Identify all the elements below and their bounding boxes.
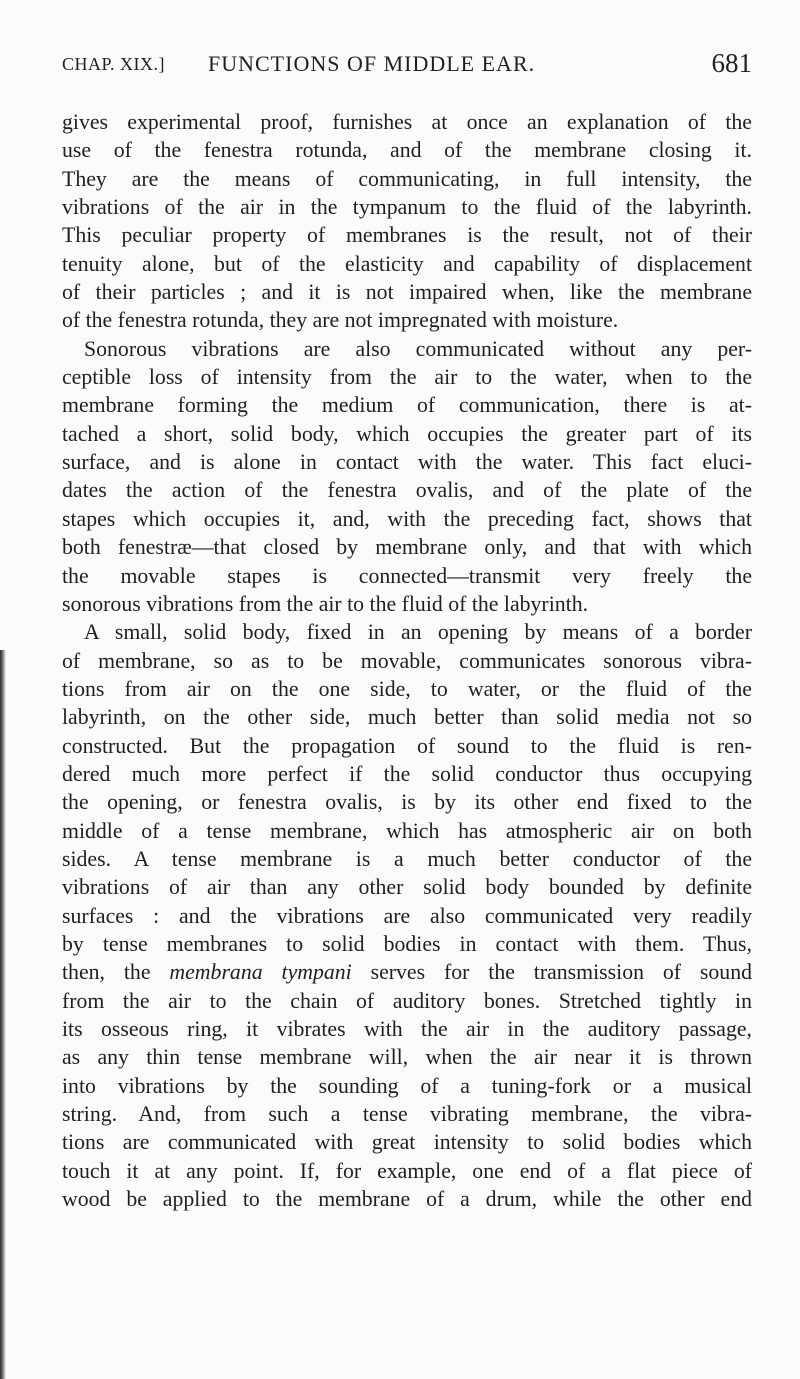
text-line: A small, solid body, fixed in an opening by means of a border [84,620,752,645]
text-line: This peculiar property of membranes is the result, not of their [62,223,752,248]
binding-edge-shadow [0,650,6,1379]
text-line: membrane forming the medium of communication, there is at- [62,393,752,418]
text-line: of their particles ; and it is not impaired when, like the membrane [62,280,752,305]
chapter-reference: CHAP. XIX.] [62,54,166,74]
text-line: tions are communicated with great intensity to solid bodies which [62,1130,752,1155]
text-line: ceptible loss of intensity from the air to the water, when to the [62,365,752,390]
text-line: touch it at any point. If, for example, one end of a flat piece of [62,1158,752,1183]
text-line: vibrations of the air in the tympanum to the fluid of the labyrinth. [62,195,752,220]
text-line: sides. A tense membrane is a much better conductor of the [62,846,752,871]
text-line: string. And, from such a tense vibrating membrane, the vibra- [62,1102,752,1127]
text-line: then, the membrana tympani serves for the transmission of sound [62,960,752,985]
text-line: stapes which occupies it, and, with the preceding fact, shows that [62,506,752,531]
text-line: wood be applied to the membrane of a drum, while the other end [62,1187,752,1212]
text-line: constructed. But the propagation of sound to the fluid is ren- [62,733,752,758]
text-line: dates the action of the fenestra ovalis, and of the plate of the [62,478,752,503]
text-line: of membrane, so as to be movable, communicates sonorous vibra- [62,648,752,673]
text-line: its osseous ring, it vibrates with the air in the auditory passage, [62,1017,752,1041]
page-number: 681 [711,48,752,78]
text-line: tached a short, solid body, which occupies the greater part of its [62,421,752,446]
text-line: into vibrations by the sounding of a tuning-fork or a musical [62,1073,752,1098]
text-line: gives experimental proof, furnishes at once an explanation of the [62,110,752,134]
text-line: vibrations of air than any other solid body bounded by definite [62,875,752,900]
text-line: from the air to the chain of auditory bones. Stretched tightly in [62,988,752,1013]
running-title: FUNCTIONS OF MIDDLE EAR. [208,51,536,76]
text-line: both fenestræ—that closed by membrane only, and that with which [62,535,752,560]
italic-term: membrana tympani [169,960,352,985]
text-line: labyrinth, on the other side, much better than solid media not so [62,705,752,730]
text-line: surfaces : and the vibrations are also communicated very readily [62,903,752,928]
text-line: tenuity alone, but of the elasticity and capability of displacement [62,251,752,276]
text-line: the movable stapes is connected—transmit very freely the [62,563,752,588]
text-line: as any thin tense membrane will, when the air near it is thrown [62,1045,752,1070]
text-line: surface, and is alone in contact with the water. This fact eluci- [62,450,752,475]
running-header [62,48,752,78]
text-line: use of the fenestra rotunda, and of the membrane closing it. [62,138,752,163]
text-line: Sonorous vibrations are also communicated without any per- [84,336,752,361]
text-line: by tense membranes to solid bodies in contact with them. Thus, [62,931,752,956]
text-line: of the fenestra rotunda, they are not impregnated with moisture. [62,308,619,333]
text-line: tions from air on the one side, to water, or the fluid of the [62,676,752,701]
text-line: They are the means of communicating, in full intensity, the [62,166,752,191]
text-line: middle of a tense membrane, which has atmospheric air on both [62,818,752,843]
body-text [62,108,752,1213]
text-line: sonorous vibrations from the air to the fluid of the labyrinth. [62,591,589,616]
text-line: the opening, or fenestra ovalis, is by its other end fixed to the [62,790,752,815]
text-line: dered much more perfect if the solid conductor thus occupying [62,761,752,786]
